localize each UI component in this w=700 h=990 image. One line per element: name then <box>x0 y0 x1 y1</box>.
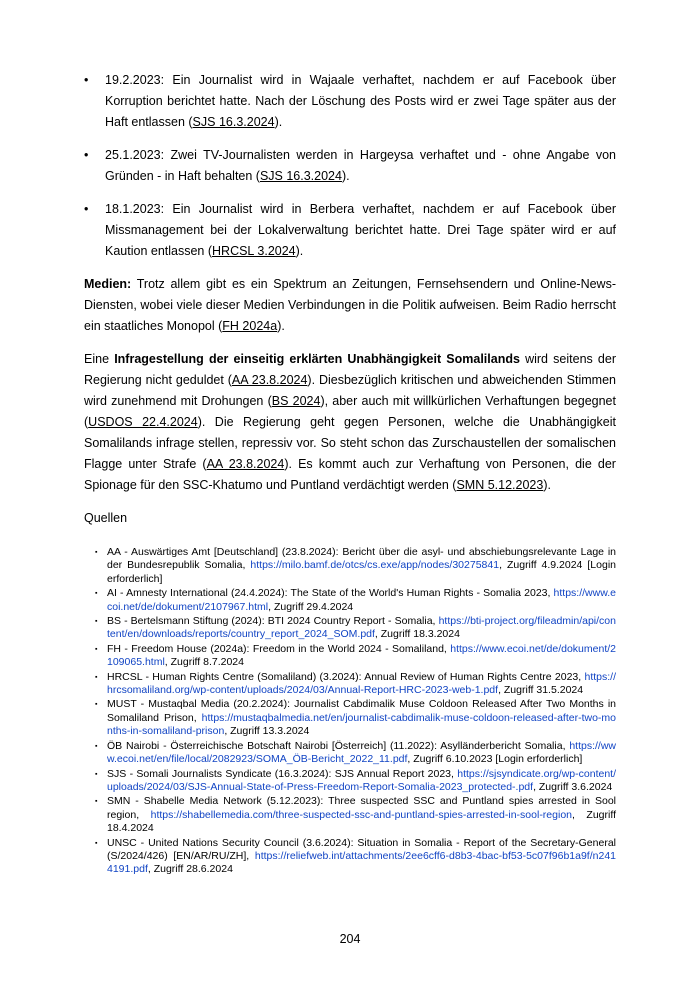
source-citation-text: ÖB Nairobi - Österreichische Botschaft Nairobi [Österreich] (11.2022): Asylländerbericht Somalia, <box>107 739 570 752</box>
source-access-text: , Zugriff 18.3.2024 <box>374 628 460 641</box>
source-access-text: , Zugriff 31.5.2024 <box>498 684 584 697</box>
source-text <box>107 615 616 642</box>
source-access-text: , Zugriff 4.9.2024 [Login erforderlich] <box>107 559 616 585</box>
body-text: ). Es kommt auch zur Verhaftung von Personen, die der Spionage für den SSC-Khatumo und Puntland verdächtigt werden ( <box>84 457 616 492</box>
reference-link[interactable]: USDOS 22.4.2024 <box>88 415 198 429</box>
square-bullet-icon: ▪ <box>95 770 98 778</box>
sources-heading: Quellen <box>84 511 128 525</box>
reference-link[interactable]: AA 23.8.2024 <box>231 373 308 387</box>
square-bullet-icon: ▪ <box>95 798 98 806</box>
body-text: ). <box>277 319 285 333</box>
square-bullet-icon: ▪ <box>95 673 98 681</box>
source-text <box>107 643 616 670</box>
source-text <box>107 671 616 698</box>
source-access-text: , Zugriff 29.4.2024 <box>268 600 354 613</box>
source-url-link[interactable]: https://reliefweb.int/attachments/2ee6cff6-d8b3-4bac-bf53-5c07f96b1a9f/n2414191.pdf <box>107 849 616 876</box>
square-bullet-icon: ▪ <box>95 549 98 556</box>
square-bullet-icon: ▪ <box>95 645 98 653</box>
source-access-text: , Zugriff 6.10.2023 [Login erforderlich] <box>407 753 583 766</box>
medien-paragraph <box>84 274 616 337</box>
source-url-link[interactable]: https://shabellemedia.com/three-suspected-ssc-and-puntland-spies-arrested-in-sool-region <box>150 808 572 821</box>
source-access-text: , Zugriff 13.3.2024 <box>224 725 310 738</box>
source-citation-text: SMN - Shabelle Media Network (5.12.2023): Three suspected SSC and Puntland spies arrested in Sool region, <box>107 795 616 821</box>
source-url-link[interactable]: https://sjsyndicate.org/wp-content/uploads/2024/03/SJS-Annual-State-of-Press-Freedom-Report-Somalia-2023_protected-.pdf <box>107 767 616 793</box>
body-text: ). <box>295 244 304 258</box>
incident-text <box>105 199 616 262</box>
source-citation-text: UNSC - United Nations Security Council (3.6.2024): Situation in Somalia - Report of the Secretary-General (S/2024/426) [EN/AR/RU/ZH], <box>107 836 616 862</box>
square-bullet-icon: ▪ <box>95 590 98 598</box>
body-text: wird seitens der Regierung nicht geduldet ( <box>84 352 616 387</box>
source-text <box>107 740 616 767</box>
square-bullet-icon: ▪ <box>95 618 98 626</box>
reference-link[interactable]: SJS 16.3.2024 <box>192 115 275 129</box>
reference-link[interactable]: SJS 16.3.2024 <box>259 169 342 183</box>
bold-emphasis-text: Infragestellung der einseitig erklärten Unabhängigkeit Somalilands <box>114 352 520 366</box>
body-text: Eine <box>84 352 115 366</box>
list-item <box>84 145 616 187</box>
independence-paragraph <box>84 349 616 496</box>
source-access-text: , Zugriff 18.4.2024 <box>107 808 616 835</box>
body-text: ), aber auch mit willkürlichen Verhaftungen begegnet ( <box>84 394 616 429</box>
source-url-link[interactable]: https://hrcsomaliland.org/wp-content/uploads/2024/03/Annual-Report-HRC-2023-web-1.pdf <box>107 670 616 697</box>
source-text <box>107 698 616 738</box>
source-item <box>95 837 616 877</box>
source-url-link[interactable]: https://mustaqbalmedia.net/en/journalist-cabdimalik-muse-coldoon-released-after-two-months-in-somaliland-prison <box>107 711 616 738</box>
body-text: ). Die Regierung geht gegen Personen, welche die Unabhängigkeit Somalilands infrage stellen, repressiv vor. So steht schon das Zurschaustellen der somalischen Flagge unter Strafe ( <box>84 415 616 471</box>
source-url-link[interactable]: https://milo.bamf.de/otcs/cs.exe/app/nodes/30275841 <box>250 559 500 572</box>
source-access-text: , Zugriff 28.6.2024 <box>147 863 233 876</box>
reference-link[interactable]: AA 23.8.2024 <box>206 457 285 471</box>
source-citation-text: HRCSL - Human Rights Centre (Somaliland) (3.2024): Annual Review of Human Rights Centre 2023, <box>107 670 585 683</box>
source-access-text: , Zugriff 8.7.2024 <box>164 656 244 669</box>
source-item <box>95 671 616 698</box>
source-item <box>95 587 616 614</box>
square-bullet-icon: ▪ <box>95 742 98 750</box>
source-item <box>95 768 616 795</box>
body-text: ). <box>543 478 551 492</box>
source-text <box>107 768 616 795</box>
page-number: 204 <box>339 932 361 946</box>
reference-link[interactable]: HRCSL 3.2024 <box>212 244 296 258</box>
sources-list <box>95 546 616 877</box>
incident-text <box>105 70 616 133</box>
square-bullet-icon: ▪ <box>95 701 98 709</box>
source-citation-text: BS - Bertelsmann Stiftung (2024): BTI 2024 Country Report - Somalia, <box>107 615 439 628</box>
source-url-link[interactable]: https://www.ecoi.net/de/dokument/2109065.html <box>107 642 616 669</box>
source-url-link[interactable]: https://bti-project.org/fileadmin/api/content/en/downloads/reports/country_report_2024_SOM.pdf <box>107 615 616 641</box>
source-access-text: , Zugriff 3.6.2024 <box>533 780 613 793</box>
body-text: ). <box>274 115 283 129</box>
source-text <box>107 587 616 614</box>
source-item <box>95 643 616 670</box>
source-text <box>107 795 616 835</box>
source-citation-text: AA - Auswärtiges Amt [Deutschland] (23.8.2024): Bericht über die asyl- und abschiebungsrelevante Lage in der Bundesrepublik Somalia, <box>107 546 616 572</box>
incident-text <box>105 145 616 187</box>
bold-lead-text: Medien: <box>84 277 132 291</box>
reference-link[interactable]: SMN 5.12.2023 <box>456 478 544 492</box>
reference-link[interactable]: BS 2024 <box>271 394 321 408</box>
reference-link[interactable]: FH 2024a <box>222 319 278 333</box>
body-text: ). Diesbezüglich kritischen und abweichenden Stimmen wird zunehmend mit Drohungen ( <box>84 373 616 408</box>
source-text <box>107 546 616 586</box>
source-url-link[interactable]: https://www.ecoi.net/en/file/local/2082923/SOMA_ÖB-Bericht_2022_11.pdf <box>107 739 616 766</box>
bullet-icon: • <box>84 202 89 216</box>
bullet-icon: • <box>84 73 89 87</box>
source-item <box>95 740 616 767</box>
source-item <box>95 546 616 586</box>
source-item <box>95 615 616 642</box>
source-item <box>95 698 616 738</box>
source-citation-text: SJS - Somali Journalists Syndicate (16.3.2024): SJS Annual Report 2023, <box>107 767 458 780</box>
source-citation-text: AI - Amnesty International (24.4.2024): The State of the World's Human Rights - Somalia 2023, <box>107 587 554 600</box>
list-item <box>84 199 616 262</box>
bullet-icon: • <box>84 148 89 162</box>
body-text: 19.2.2023: Ein Journalist wird in Wajaale verhaftet, nachdem er auf Facebook über Korruption berichtet hatte. Nach der Löschung des Posts wird er zwei Tage später aus der Haft entlassen ( <box>105 73 616 129</box>
source-citation-text: MUST - Mustaqbal Media (20.2.2024): Journalist Cabdimalik Muse Coldoon Released After Two Months in Somaliland Prison, <box>107 698 616 724</box>
source-item <box>95 795 616 835</box>
square-bullet-icon: ▪ <box>95 839 98 847</box>
source-text <box>107 837 616 877</box>
body-text: ). <box>341 169 350 183</box>
list-item <box>84 70 616 133</box>
incident-bullet-list <box>84 70 616 262</box>
body-text: 25.1.2023: Zwei TV-Journalisten werden in Hargeysa verhaftet und - ohne Angabe von Gründen - in Haft behalten ( <box>105 148 616 183</box>
body-text: Trotz allem gibt es ein Spektrum an Zeitungen, Fernsehsendern und Online-News-Diensten, wobei viele dieser Medien Verbindungen in die Politik aufweisen. Beim Radio herrscht ein staatliches Monopol ( <box>84 277 616 333</box>
body-text: 18.1.2023: Ein Journalist wird in Berbera verhaftet, nachdem er auf Facebook über Missmanagement bei der Lokalverwaltung berichtet hatte. Drei Tage später wird er auf Kaution entlassen ( <box>105 202 616 258</box>
source-citation-text: FH - Freedom House (2024a): Freedom in the World 2024 - Somaliland, <box>107 642 451 655</box>
source-url-link[interactable]: https://www.ecoi.net/de/dokument/2107967.html <box>107 587 616 613</box>
